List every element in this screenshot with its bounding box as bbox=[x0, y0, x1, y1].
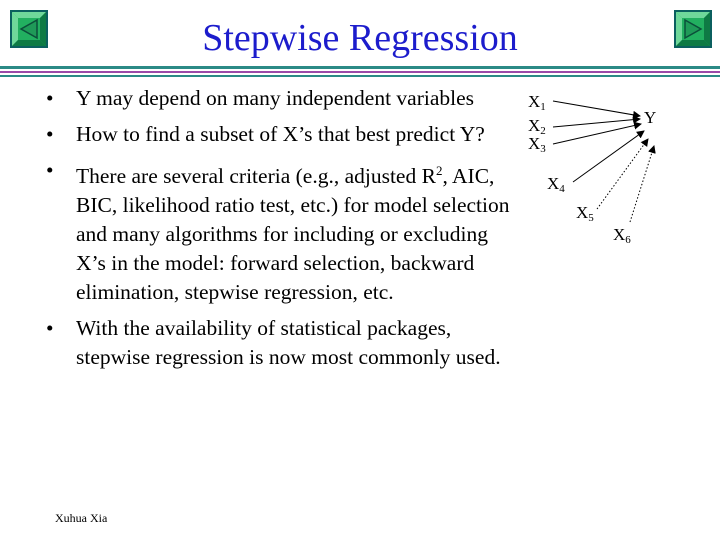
arrow-x3-to-y bbox=[553, 124, 641, 144]
bullet-dot: • bbox=[46, 122, 54, 146]
predictor-x2-label: $X_2$ bbox=[528, 116, 546, 137]
bullet-item bbox=[44, 120, 514, 149]
predictor-x1-label: $X_1$ bbox=[528, 92, 546, 113]
bullet-superscript: 2 bbox=[435, 163, 443, 178]
bullet-text: How to find a subset of X’s that best predict Y? bbox=[76, 122, 485, 146]
bullet-item bbox=[44, 156, 514, 307]
bullet-item bbox=[44, 314, 514, 372]
slide-title: Stepwise Regression bbox=[202, 17, 518, 59]
bullet-item bbox=[44, 84, 514, 113]
predictor-x6-label: $X_6$ bbox=[613, 225, 631, 246]
predictor-x4-label: $X_4$ bbox=[547, 174, 565, 195]
title-rule-middle bbox=[0, 71, 720, 73]
predictor-x5-label: $X_5$ bbox=[576, 203, 594, 224]
bullet-text: Y may depend on many independent variables bbox=[76, 86, 475, 110]
bullet-list bbox=[44, 84, 514, 379]
bullet-text-part: There are several criteria (e.g., adjusted R bbox=[76, 164, 436, 189]
author-footer: Xuhua Xia bbox=[55, 511, 108, 525]
predictor-x3-label: $X_3$ bbox=[528, 134, 546, 155]
arrow-x1-to-y bbox=[553, 101, 640, 116]
arrow-x6-to-y bbox=[630, 146, 654, 222]
target-y-label: Y bbox=[644, 108, 657, 127]
bullet-text: With the availability of statistical packages, stepwise regression is now most commonly used. bbox=[76, 316, 501, 370]
title-rule-bottom bbox=[0, 75, 720, 77]
title-rule-top bbox=[0, 66, 720, 69]
bullet-dot: • bbox=[46, 158, 54, 182]
arrow-x4-to-y bbox=[573, 131, 644, 182]
bullet-dot: • bbox=[46, 86, 54, 110]
bullet-text-part: , AIC, BIC, likelihood ratio test, etc.) for model selection and many algorithms for including or excluding X’s in the model: forward selection, backward elimination, stepwise regression, etc. bbox=[76, 164, 510, 305]
bullet-dot: • bbox=[46, 316, 54, 341]
arrow-x5-to-y bbox=[597, 139, 648, 209]
arrow-x2-to-y bbox=[553, 119, 640, 127]
